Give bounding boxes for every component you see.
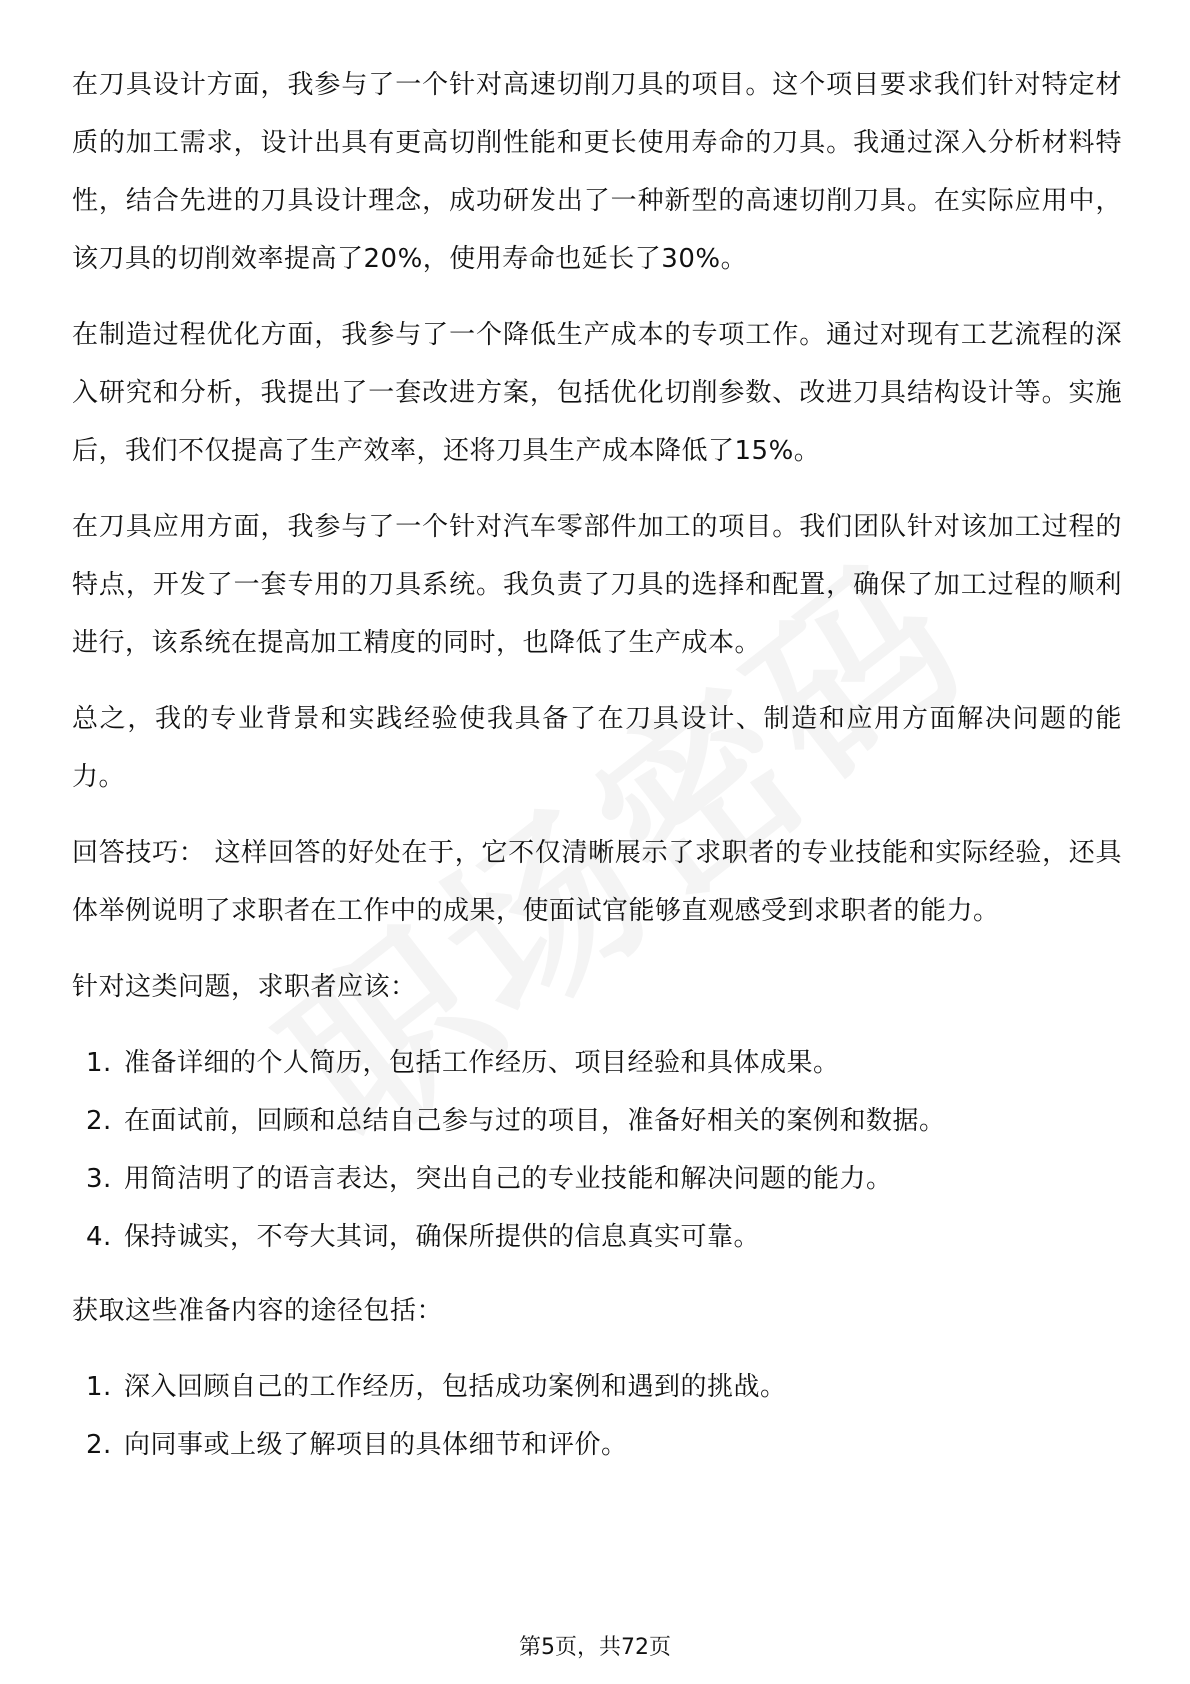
list-item-text: 准备详细的个人简历，包括工作经历、项目经验和具体成果。 (124, 1048, 840, 1078)
page-number-footer: 第5页，共72页 (519, 1635, 671, 1660)
paragraph-process-optimization: 在制造过程优化方面，我参与了一个降低生产成本的专项工作。通过对现有工艺流程的深入研究和分析，我提出了一套改进方案，包括优化切削参数、改进刀具结构设计等。实施后，我们不仅提高了生产效率，还将刀具生产成本降低了15%。 (72, 320, 1122, 466)
paragraph-list-intro: 针对这类问题，求职者应该： (72, 972, 417, 1002)
list-item (72, 1208, 1122, 1266)
paragraph-answer-tips: 回答技巧： 这样回答的好处在于，它不仅清晰展示了求职者的专业技能和实际经验，还具体举例说明了求职者在工作中的成果，使面试官能够直观感受到求职者的能力。 (72, 838, 1122, 926)
list-item-text: 在面试前，回顾和总结自己参与过的项目，准备好相关的案例和数据。 (124, 1106, 946, 1136)
list-number: 3. (86, 1164, 112, 1194)
list-item (72, 1358, 1122, 1416)
document-body (72, 56, 1122, 1490)
list-number: 1. (86, 1372, 112, 1402)
list-item-text: 向同事或上级了解项目的具体细节和评价。 (124, 1430, 628, 1460)
list-item-text: 深入回顾自己的工作经历，包括成功案例和遇到的挑战。 (124, 1372, 787, 1402)
list-item (72, 1416, 1122, 1474)
list-item (72, 1150, 1122, 1208)
list-number: 1. (86, 1048, 112, 1078)
list-number: 2. (86, 1430, 112, 1460)
paragraph-sources-intro: 获取这些准备内容的途径包括： (72, 1296, 444, 1326)
list-number: 2. (86, 1106, 112, 1136)
list-item-text: 保持诚实，不夸大其词，确保所提供的信息真实可靠。 (124, 1222, 761, 1252)
paragraph-tool-application: 在刀具应用方面，我参与了一个针对汽车零部件加工的项目。我们团队针对该加工过程的特点，开发了一套专用的刀具系统。我负责了刀具的选择和配置，确保了加工过程的顺利进行，该系统在提高加工精度的同时，也降低了生产成本。 (72, 512, 1122, 658)
list-item-text: 用简洁明了的语言表达，突出自己的专业技能和解决问题的能力。 (124, 1164, 893, 1194)
paragraph-tool-design: 在刀具设计方面，我参与了一个针对高速切削刀具的项目。这个项目要求我们针对特定材质的加工需求，设计出具有更高切削性能和更长使用寿命的刀具。我通过深入分析材料特性，结合先进的刀具设计理念，成功研发出了一种新型的高速切削刀具。在实际应用中，该刀具的切削效率提高了20%，使用寿命也延长了30%。 (72, 70, 1122, 274)
list-item (72, 1034, 1122, 1092)
list-item (72, 1092, 1122, 1150)
list-number: 4. (86, 1222, 112, 1252)
paragraph-summary: 总之，我的专业背景和实践经验使我具备了在刀具设计、制造和应用方面解决问题的能力。 (72, 704, 1122, 792)
preparation-list (72, 1034, 1122, 1266)
sources-list (72, 1358, 1122, 1474)
